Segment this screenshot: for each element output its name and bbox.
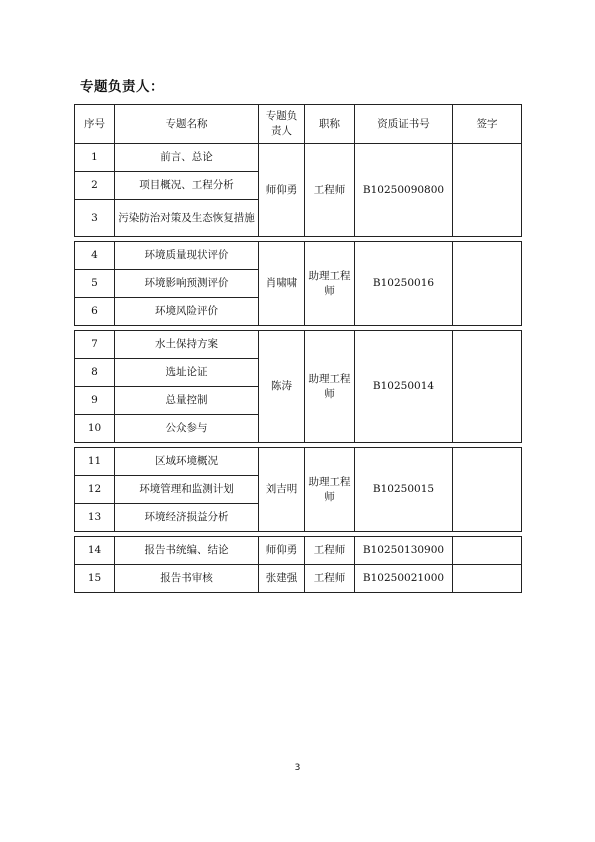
job-title: 工程师: [305, 144, 355, 237]
row-number: 5: [75, 270, 115, 298]
table-row: [75, 537, 522, 565]
row-number: 3: [75, 200, 115, 237]
job-title: 助理工程师: [305, 448, 355, 532]
signature-cell: [453, 565, 522, 593]
row-number: 4: [75, 242, 115, 270]
topic-name: 报告书统编、结论: [115, 537, 259, 565]
header-no: 序号: [75, 105, 115, 144]
lead-person: 张建强: [259, 565, 305, 593]
table-row: [75, 144, 522, 172]
header-title: 职称: [305, 105, 355, 144]
topic-name: 区域环境概况: [115, 448, 259, 476]
certificate-number: B10250015: [355, 448, 453, 532]
topic-name: 环境管理和监测计划: [115, 476, 259, 504]
topic-name: 总量控制: [115, 387, 259, 415]
header-lead: 专题负责人: [259, 105, 305, 144]
table-row: [75, 565, 522, 593]
certificate-number: B10250021000: [355, 565, 453, 593]
row-number: 10: [75, 415, 115, 443]
header-topic: 专题名称: [115, 105, 259, 144]
row-number: 13: [75, 504, 115, 532]
row-number: 12: [75, 476, 115, 504]
row-number: 8: [75, 359, 115, 387]
job-title: 工程师: [305, 565, 355, 593]
topic-name: 公众参与: [115, 415, 259, 443]
job-title: 助理工程师: [305, 331, 355, 443]
header-sign: 签字: [453, 105, 522, 144]
topic-name: 前言、总论: [115, 144, 259, 172]
certificate-number: B10250090800: [355, 144, 453, 237]
signature-cell: [453, 242, 522, 326]
table-row: [75, 448, 522, 476]
row-number: 1: [75, 144, 115, 172]
certificate-number: B10250130900: [355, 537, 453, 565]
table-row: [75, 242, 522, 270]
topic-name: 项目概况、工程分析: [115, 172, 259, 200]
topic-name: 水土保持方案: [115, 331, 259, 359]
header-cert: 资质证书号: [355, 105, 453, 144]
lead-person: 陈涛: [259, 331, 305, 443]
row-number: 7: [75, 331, 115, 359]
lead-person: 刘吉明: [259, 448, 305, 532]
topic-name: 污染防治对策及生态恢复措施: [115, 200, 259, 237]
table-header-row: [75, 105, 522, 144]
topic-name: 环境质量现状评价: [115, 242, 259, 270]
topic-name: 报告书审核: [115, 565, 259, 593]
row-number: 9: [75, 387, 115, 415]
row-number: 14: [75, 537, 115, 565]
certificate-number: B10250014: [355, 331, 453, 443]
table-body: [75, 144, 522, 593]
certificate-number: B10250016: [355, 242, 453, 326]
topic-name: 环境影响预测评价: [115, 270, 259, 298]
signature-cell: [453, 448, 522, 532]
topic-name: 选址论证: [115, 359, 259, 387]
row-number: 15: [75, 565, 115, 593]
row-number: 6: [75, 298, 115, 326]
table-row: [75, 331, 522, 359]
row-number: 2: [75, 172, 115, 200]
lead-person: 师仰勇: [259, 144, 305, 237]
job-title: 助理工程师: [305, 242, 355, 326]
page-number: 3: [294, 763, 301, 773]
personnel-table: [74, 104, 522, 593]
topic-name: 环境经济损益分析: [115, 504, 259, 532]
job-title: 工程师: [305, 537, 355, 565]
signature-cell: [453, 144, 522, 237]
lead-person: 肖啸啸: [259, 242, 305, 326]
signature-cell: [453, 537, 522, 565]
lead-person: 师仰勇: [259, 537, 305, 565]
signature-cell: [453, 331, 522, 443]
row-number: 11: [75, 448, 115, 476]
section-heading: 专题负责人：: [80, 79, 164, 95]
topic-name: 环境风险评价: [115, 298, 259, 326]
